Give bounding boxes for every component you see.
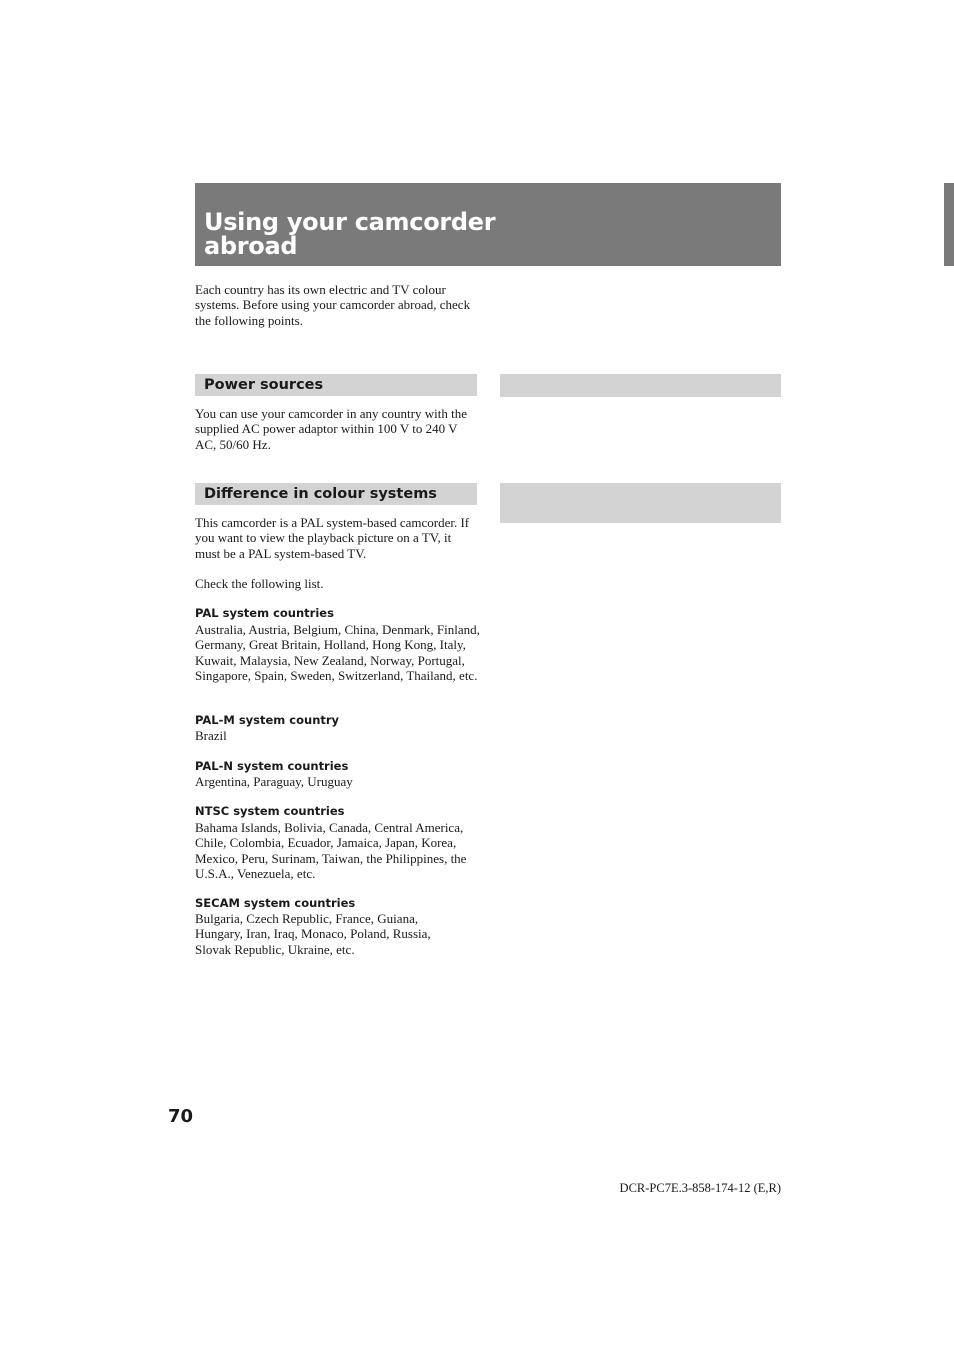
- pal-heading: PAL system countries: [195, 606, 334, 620]
- power-sources-text: You can use your camcorder in any country with the supplied AC power adaptor within 100 V to 240 V AC, 50/60 Hz.: [195, 406, 467, 452]
- pal-countries: Australia, Austria, Belgium, China, Denmark, Finland, Germany, Great Britain, Holland, Hong Kong, Italy, Kuwait, Malaysia, New Zealand, Norway, Portugal, Singapore, Spain, Sweden, Switzerland, Thailand, etc.: [195, 622, 480, 683]
- pal-n-heading: PAL-N system countries: [195, 759, 349, 773]
- secam-countries: Bulgaria, Czech Republic, France, Guiana, Hungary, Iran, Iraq, Monaco, Poland, Russia, Slovak Republic, Ukraine, etc.: [195, 911, 431, 957]
- ntsc-heading: NTSC system countries: [195, 804, 345, 818]
- ntsc-countries: Bahama Islands, Bolivia, Canada, Central America, Chile, Colombia, Ecuador, Jamaica, Japan, Korea, Mexico, Peru, Surinam, Taiwan, the Philippines, the U.S.A., Venezuela, etc.: [195, 820, 467, 881]
- right-column-bar-1: [500, 374, 781, 397]
- pal-n-countries: Argentina, Paraguay, Uruguay: [195, 774, 353, 789]
- document-code: DCR-PC7E.3-858-174-12 (E,R): [619, 1181, 781, 1195]
- page-number: 70: [168, 1106, 194, 1127]
- secam-heading: SECAM system countries: [195, 896, 356, 910]
- power-sources-heading: Power sources: [195, 374, 477, 396]
- pal-m-countries: Brazil: [195, 728, 227, 743]
- check-list-text: Check the following list.: [195, 576, 324, 591]
- pal-m-heading: PAL-M system country: [195, 713, 340, 727]
- chapter-edge-tab: [944, 183, 954, 266]
- colour-systems-heading: Difference in colour systems: [195, 483, 477, 505]
- right-column-bar-2: [500, 483, 781, 523]
- colour-systems-text: This camcorder is a PAL system-based camcorder. If you want to view the playback picture on a TV, it must be a PAL system-based TV.: [195, 515, 470, 561]
- intro-paragraph: Each country has its own electric and TV colour systems. Before using your camcorder abroad, check the following points.: [195, 282, 471, 328]
- page-title: Using your camcorder abroad: [204, 208, 496, 260]
- title-banner: [195, 183, 781, 266]
